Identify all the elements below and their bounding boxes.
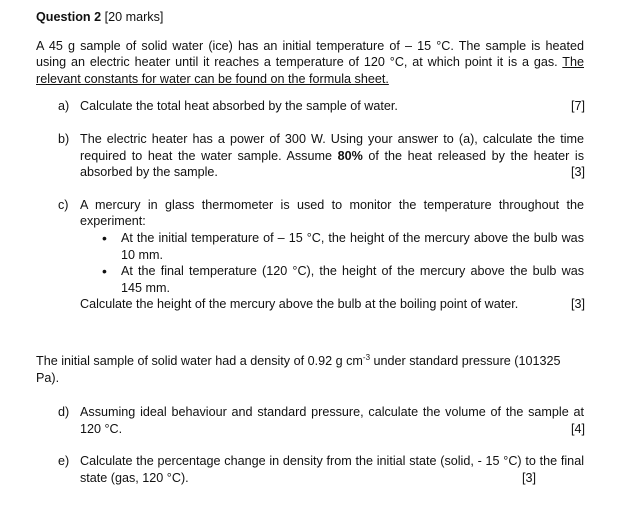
part-c-closing: Calculate the height of the mercury above the bulb at the boiling point of water. [80,297,519,312]
part-d-label: d) [58,405,70,420]
part-e-marks: [3] [521,470,536,485]
part-a-label: a) [58,99,70,114]
part-e [58,453,584,486]
intro-text: A 45 g sample of solid water (ice) has an initial temperature of – 15 °C. The sample is heated using an electric heater until it reaches a temperature of 120 °C, at which point it is a gas. [36,38,584,70]
question-intro [36,38,584,88]
part-b-label: b) [58,131,70,146]
part-d [58,404,584,437]
part-d-text: Assuming ideal behaviour and standard pressure, calculate the volume of the sample at 120 °C. [80,405,584,436]
part-c-text: A mercury in glass thermometer is used to monitor the temperature throughout the experiment: [80,197,584,229]
part-a-text: Calculate the total heat absorbed by the sample of water. [80,99,398,114]
density-unit-exponent: -3 [362,352,371,362]
part-b-marks: [3] [570,165,585,180]
question-title [36,9,584,26]
part-e-label: e) [58,454,70,469]
question-total-marks: [20 marks] [104,10,164,24]
density-statement [36,353,584,386]
part-c [58,197,584,313]
part-c-bullet-final: • At the final temperature (120 °C), the height of the mercury above the bulb was 145 mm. [98,263,584,296]
intro-underlined-note: The relevant constants for water can be found on the formula sheet. [36,55,584,86]
part-c-bullet-list [80,230,584,296]
density-text-end: under standard pressure (101325 Pa). [36,353,561,385]
density-text: The initial sample of solid water had a density of 0.92 g cm [36,353,363,368]
part-b-text-end: of the heat released by the heater is absorbed by the sample. [80,148,584,180]
part-b [58,131,584,181]
part-c-marks: [3] [570,297,585,312]
part-b-text: The electric heater has a power of 300 W. Using your answer to (a), calculate the time required to heat the water sample. Assume [80,131,584,163]
part-a [58,98,584,115]
part-d-marks: [4] [570,421,585,436]
part-c-bullet-initial: • At the initial temperature of – 15 °C, the height of the mercury above the bulb was 10 mm. [98,230,584,263]
question-number: Question 2 [36,10,102,24]
part-b-efficiency: 80% [337,148,363,163]
question-page [36,9,584,502]
part-c-label: c) [58,197,69,212]
part-e-text: Calculate the percentage change in density from the initial state (solid, - 15 °C) to the final state (gas, 120 °C). [80,454,584,485]
part-a-marks: [7] [570,99,585,114]
